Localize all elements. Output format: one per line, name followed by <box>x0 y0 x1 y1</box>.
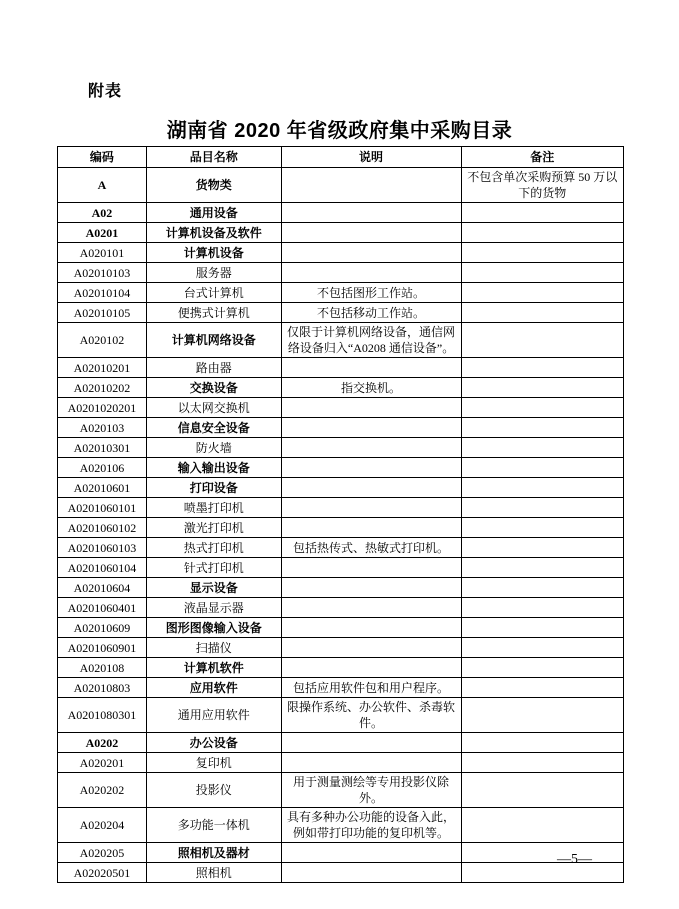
cell-code: A0201060901 <box>58 638 147 658</box>
cell-name: 图形图像输入设备 <box>146 618 281 638</box>
cell-name: 防火墙 <box>146 438 281 458</box>
cell-note <box>461 438 623 458</box>
cell-note <box>461 243 623 263</box>
cell-desc <box>281 498 461 518</box>
cell-desc <box>281 418 461 438</box>
table-row <box>58 518 624 538</box>
cell-name: 多功能一体机 <box>146 808 281 843</box>
cell-name: 投影仪 <box>146 773 281 808</box>
cell-code: A020204 <box>58 808 147 843</box>
table-row <box>58 283 624 303</box>
cell-note <box>461 263 623 283</box>
column-header-desc: 说明 <box>281 147 461 168</box>
cell-desc: 用于测量测绘等专用投影仪除外。 <box>281 773 461 808</box>
cell-desc <box>281 263 461 283</box>
cell-note <box>461 398 623 418</box>
cell-name: 信息安全设备 <box>146 418 281 438</box>
cell-note: 不包含单次采购预算 50 万以下的货物 <box>461 168 623 203</box>
cell-name: 显示设备 <box>146 578 281 598</box>
cell-note <box>461 418 623 438</box>
cell-code: A0201060102 <box>58 518 147 538</box>
table-row <box>58 678 624 698</box>
cell-note <box>461 598 623 618</box>
table-row <box>58 168 624 203</box>
cell-desc <box>281 358 461 378</box>
cell-name: 打印设备 <box>146 478 281 498</box>
cell-note <box>461 773 623 808</box>
cell-name: 激光打印机 <box>146 518 281 538</box>
cell-note <box>461 808 623 843</box>
cell-code: A02010604 <box>58 578 147 598</box>
cell-code: A0201060401 <box>58 598 147 618</box>
cell-desc <box>281 733 461 753</box>
cell-name: 液晶显示器 <box>146 598 281 618</box>
cell-desc <box>281 843 461 863</box>
cell-note <box>461 658 623 678</box>
cell-name: 计算机设备及软件 <box>146 223 281 243</box>
table-header-row <box>58 147 624 168</box>
cell-code: A <box>58 168 147 203</box>
cell-code: A020108 <box>58 658 147 678</box>
cell-code: A020202 <box>58 773 147 808</box>
cell-note <box>461 538 623 558</box>
cell-desc: 包括热传式、热敏式打印机。 <box>281 538 461 558</box>
cell-note <box>461 843 623 863</box>
cell-note <box>461 458 623 478</box>
cell-name: 针式打印机 <box>146 558 281 578</box>
cell-name: 交换设备 <box>146 378 281 398</box>
cell-name: 照相机及器材 <box>146 843 281 863</box>
cell-name: 计算机软件 <box>146 658 281 678</box>
cell-desc: 指交换机。 <box>281 378 461 398</box>
cell-code: A02010201 <box>58 358 147 378</box>
cell-code: A02010104 <box>58 283 147 303</box>
table-row <box>58 223 624 243</box>
table-row <box>58 638 624 658</box>
table-row <box>58 843 624 863</box>
table-row <box>58 418 624 438</box>
cell-desc <box>281 243 461 263</box>
cell-desc: 仅限于计算机网络设备，通信网络设备归入“A0208 通信设备”。 <box>281 323 461 358</box>
cell-desc <box>281 638 461 658</box>
cell-code: A020106 <box>58 458 147 478</box>
annex-label: 附表 <box>88 83 123 100</box>
cell-name: 路由器 <box>146 358 281 378</box>
cell-desc <box>281 753 461 773</box>
cell-desc <box>281 203 461 223</box>
cell-desc: 具有多种办公功能的设备入此，例如带打印功能的复印机等。 <box>281 808 461 843</box>
cell-desc: 不包括图形工作站。 <box>281 283 461 303</box>
cell-code: A02 <box>58 203 147 223</box>
cell-name: 便携式计算机 <box>146 303 281 323</box>
cell-note <box>461 223 623 243</box>
column-header-name: 品目名称 <box>146 147 281 168</box>
cell-code: A0201020201 <box>58 398 147 418</box>
cell-note <box>461 478 623 498</box>
cell-note <box>461 638 623 658</box>
cell-name: 喷墨打印机 <box>146 498 281 518</box>
cell-code: A02010601 <box>58 478 147 498</box>
cell-code: A0201060103 <box>58 538 147 558</box>
cell-desc: 包括应用软件包和用户程序。 <box>281 678 461 698</box>
cell-desc <box>281 558 461 578</box>
cell-code: A020103 <box>58 418 147 438</box>
table-row <box>58 698 624 733</box>
cell-code: A02010202 <box>58 378 147 398</box>
cell-name: 台式计算机 <box>146 283 281 303</box>
cell-code: A020201 <box>58 753 147 773</box>
table-row <box>58 658 624 678</box>
cell-name: 服务器 <box>146 263 281 283</box>
table-row <box>58 538 624 558</box>
cell-name: 通用应用软件 <box>146 698 281 733</box>
cell-code: A02010803 <box>58 678 147 698</box>
cell-name: 扫描仪 <box>146 638 281 658</box>
cell-name: 货物类 <box>146 168 281 203</box>
cell-name: 照相机 <box>146 863 281 883</box>
page-number: —5— <box>557 852 592 867</box>
cell-desc <box>281 458 461 478</box>
cell-name: 通用设备 <box>146 203 281 223</box>
cell-code: A0201060104 <box>58 558 147 578</box>
table-row <box>58 303 624 323</box>
cell-desc <box>281 598 461 618</box>
cell-code: A0201080301 <box>58 698 147 733</box>
cell-desc <box>281 478 461 498</box>
cell-code: A02010105 <box>58 303 147 323</box>
cell-note <box>461 498 623 518</box>
column-header-code: 编码 <box>58 147 147 168</box>
document-title: 湖南省 2020 年省级政府集中采购目录 <box>166 120 513 142</box>
cell-name: 计算机设备 <box>146 243 281 263</box>
table-row <box>58 378 624 398</box>
cell-name: 以太网交换机 <box>146 398 281 418</box>
table-row <box>58 203 624 223</box>
cell-note <box>461 378 623 398</box>
cell-name: 输入输出设备 <box>146 458 281 478</box>
cell-name: 复印机 <box>146 753 281 773</box>
table-row <box>58 478 624 498</box>
cell-note <box>461 303 623 323</box>
cell-desc: 限操作系统、办公软件、杀毒软件。 <box>281 698 461 733</box>
cell-code: A02010301 <box>58 438 147 458</box>
cell-note <box>461 558 623 578</box>
table-row <box>58 438 624 458</box>
table-row <box>58 863 624 883</box>
cell-desc <box>281 578 461 598</box>
cell-desc <box>281 863 461 883</box>
table-row <box>58 458 624 478</box>
table-row <box>58 808 624 843</box>
cell-desc <box>281 658 461 678</box>
table-row <box>58 498 624 518</box>
table-row <box>58 733 624 753</box>
cell-note <box>461 753 623 773</box>
cell-note <box>461 578 623 598</box>
cell-desc <box>281 618 461 638</box>
cell-note <box>461 203 623 223</box>
table-row <box>58 618 624 638</box>
catalog-table-body <box>58 168 624 883</box>
cell-note <box>461 733 623 753</box>
cell-name: 热式打印机 <box>146 538 281 558</box>
table-row <box>58 263 624 283</box>
cell-code: A02010103 <box>58 263 147 283</box>
table-row <box>58 598 624 618</box>
cell-code: A02010609 <box>58 618 147 638</box>
cell-note <box>461 283 623 303</box>
cell-desc <box>281 398 461 418</box>
cell-code: A020205 <box>58 843 147 863</box>
cell-desc <box>281 438 461 458</box>
procurement-catalog-table <box>57 146 624 883</box>
cell-name: 计算机网络设备 <box>146 323 281 358</box>
table-row <box>58 323 624 358</box>
table-row <box>58 358 624 378</box>
cell-note <box>461 698 623 733</box>
cell-note <box>461 518 623 538</box>
table-row <box>58 753 624 773</box>
cell-desc: 不包括移动工作站。 <box>281 303 461 323</box>
cell-note <box>461 618 623 638</box>
table-row <box>58 243 624 263</box>
cell-code: A0201060101 <box>58 498 147 518</box>
cell-desc <box>281 518 461 538</box>
cell-code: A020102 <box>58 323 147 358</box>
cell-code: A02020501 <box>58 863 147 883</box>
cell-name: 办公设备 <box>146 733 281 753</box>
cell-desc <box>281 168 461 203</box>
cell-desc <box>281 223 461 243</box>
cell-code: A0202 <box>58 733 147 753</box>
cell-note <box>461 863 623 883</box>
cell-code: A0201 <box>58 223 147 243</box>
cell-code: A020101 <box>58 243 147 263</box>
cell-note <box>461 358 623 378</box>
cell-name: 应用软件 <box>146 678 281 698</box>
table-row <box>58 398 624 418</box>
column-header-note: 备注 <box>461 147 623 168</box>
table-row <box>58 558 624 578</box>
cell-note <box>461 323 623 358</box>
table-row <box>58 578 624 598</box>
cell-note <box>461 678 623 698</box>
table-row <box>58 773 624 808</box>
